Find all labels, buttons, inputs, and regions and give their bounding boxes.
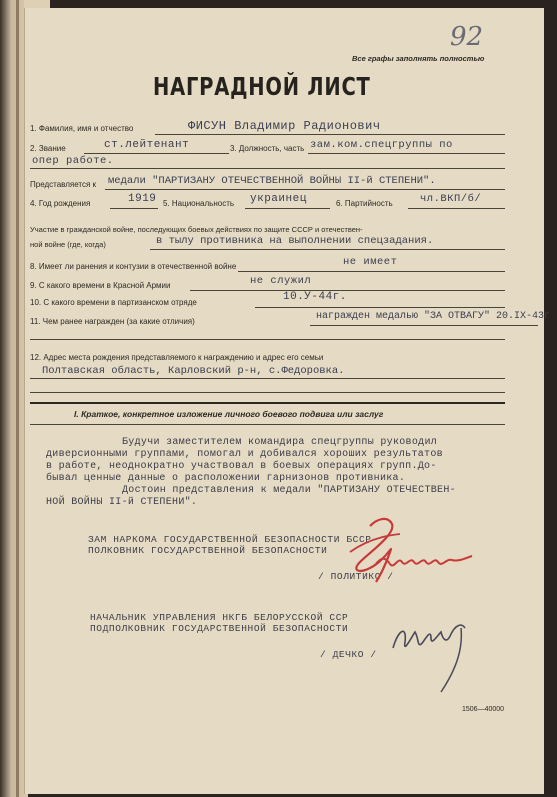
field-9-underline — [190, 290, 505, 291]
field-3-label: 3. Должность, часть — [230, 144, 305, 153]
field-4-label: 4. Год рождения — [30, 199, 91, 208]
field-11-underline-2 — [30, 339, 505, 340]
field-9-value: не служил — [250, 275, 312, 287]
field-5-label: 5. Национальность — [163, 199, 235, 208]
present-value: медали "ПАРТИЗАНУ ОТЕЧЕСТВЕННОЙ ВОЙНЫ II-й СТЕПЕНИ". — [108, 175, 436, 187]
section-top-rule — [30, 402, 505, 404]
field-2-underline — [84, 153, 229, 154]
field-10-label: 10. С какого времени в партизанском отряде — [30, 298, 197, 307]
section-heading: I. Краткое, конкретное изложение личного боевого подвига или заслуг — [74, 409, 384, 419]
ink-signature — [385, 608, 485, 698]
field-2-value: ст.лейтенант — [104, 139, 190, 151]
field-10-value: 10.У-44г. — [283, 291, 347, 303]
field-8-underline — [238, 271, 505, 272]
field-6-label: 6. Партийность — [336, 199, 393, 208]
field-8-label: 8. Имеет ли ранения и контузии в отечественной войне — [30, 262, 237, 271]
field-9-label: 9. С какого времени в Красной Армии — [30, 281, 171, 290]
red-signature — [330, 512, 480, 590]
signatory-1-rank: ПОЛКОВНИК ГОСУДАРСТВЕННОЙ БЕЗОПАСНОСТИ — [88, 545, 328, 556]
field-12-value: Полтавская область, Карловский р-н, с.Федоровка. — [42, 365, 345, 377]
field-1-underline — [155, 134, 505, 135]
field-6-value: чл.ВКП/б/ — [420, 193, 482, 205]
document-title: НАГРАДНОЙ ЛИСТ — [153, 72, 371, 101]
field-7-value: в тылу противника на выполнении спецзадания. — [156, 235, 434, 247]
field-4-value: 1919 — [128, 193, 157, 205]
field-12-label: 12. Адрес места рождения представляемого к награждению и адрес его семьи — [30, 353, 324, 362]
field-3-underline-2 — [30, 168, 505, 169]
merit-line-2: диверсионными группами, помогал и добивался хороших результатов — [46, 449, 443, 460]
merit-line-3: в работе, неоднократно участвовал в боевых операциях групп.До- — [46, 461, 437, 472]
field-7-label-2: ной войне (где, когда) — [30, 240, 106, 249]
field-3-value-1: зам.ком.спецгруппы по — [310, 139, 453, 151]
form-code: 1506—40000 — [462, 706, 505, 713]
field-11-value: награжден медалью "ЗА ОТВАГУ" 20.IX-43г — [316, 311, 551, 322]
field-11-underline — [310, 325, 538, 326]
field-6-underline — [408, 208, 505, 209]
merit-line-4: бывал ценные данные о расположении гарнизонов противника. — [46, 473, 406, 484]
field-1-label: 1. Фамилия, имя и отчество — [30, 124, 134, 133]
field-2-label: 2. Звание — [30, 144, 66, 153]
field-3-value-2: опер работе. — [32, 155, 114, 167]
signatory-1-title: ЗАМ НАРКОМА ГОСУДАРСТВЕННОЙ БЕЗОПАСНОСТИ БССР — [88, 534, 372, 545]
field-5-value: украинец — [250, 193, 307, 205]
fill-all-notice: Все графы заполнять полностью — [352, 54, 485, 63]
field-7-underline — [150, 249, 505, 250]
present-label: Представляется к — [30, 180, 97, 189]
binder-stitch — [16, 0, 19, 797]
signatory-2-title: НАЧАЛЬНИК УПРАВЛЕНИЯ НКГБ БЕЛОРУССКОЙ ССР — [90, 612, 349, 623]
field-7-label-1: Участие в гражданской войне, последующих боевых действиях по защите СССР и отечествен- — [30, 225, 363, 234]
signatory-2-name: / ДЕЧКО / — [320, 649, 377, 660]
field-12-underline — [30, 378, 505, 379]
merit-line-1: Будучи заместителем командира спецгруппы руководил — [122, 437, 438, 448]
field-4-underline — [110, 208, 158, 209]
field-12-underline-2 — [30, 392, 505, 393]
signatory-1-name: / ПОЛИТИКО / — [318, 571, 394, 582]
present-underline — [105, 189, 505, 190]
page-number: 92 — [450, 22, 484, 52]
merit-line-5: Достоин представления к медали "ПАРТИЗАНУ ОТЕЧЕСТВЕН- — [122, 485, 456, 496]
section-bottom-rule — [30, 424, 505, 425]
field-10-underline — [255, 307, 505, 308]
merit-line-6: НОЙ ВОЙНЫ II-й СТЕПЕНИ". — [46, 497, 198, 508]
field-1-value: ФИСУН Владимир Радионович — [188, 119, 381, 133]
signatory-2-rank: ПОДПОЛКОВНИК ГОСУДАРСТВЕННОЙ БЕЗОПАСНОСТИ — [90, 623, 349, 634]
field-11-label: 11. Чем ранее награжден (за какие отличия) — [30, 317, 195, 326]
field-5-underline — [245, 208, 330, 209]
field-3-underline-1 — [308, 153, 505, 154]
field-8-value: не имеет — [343, 256, 398, 268]
